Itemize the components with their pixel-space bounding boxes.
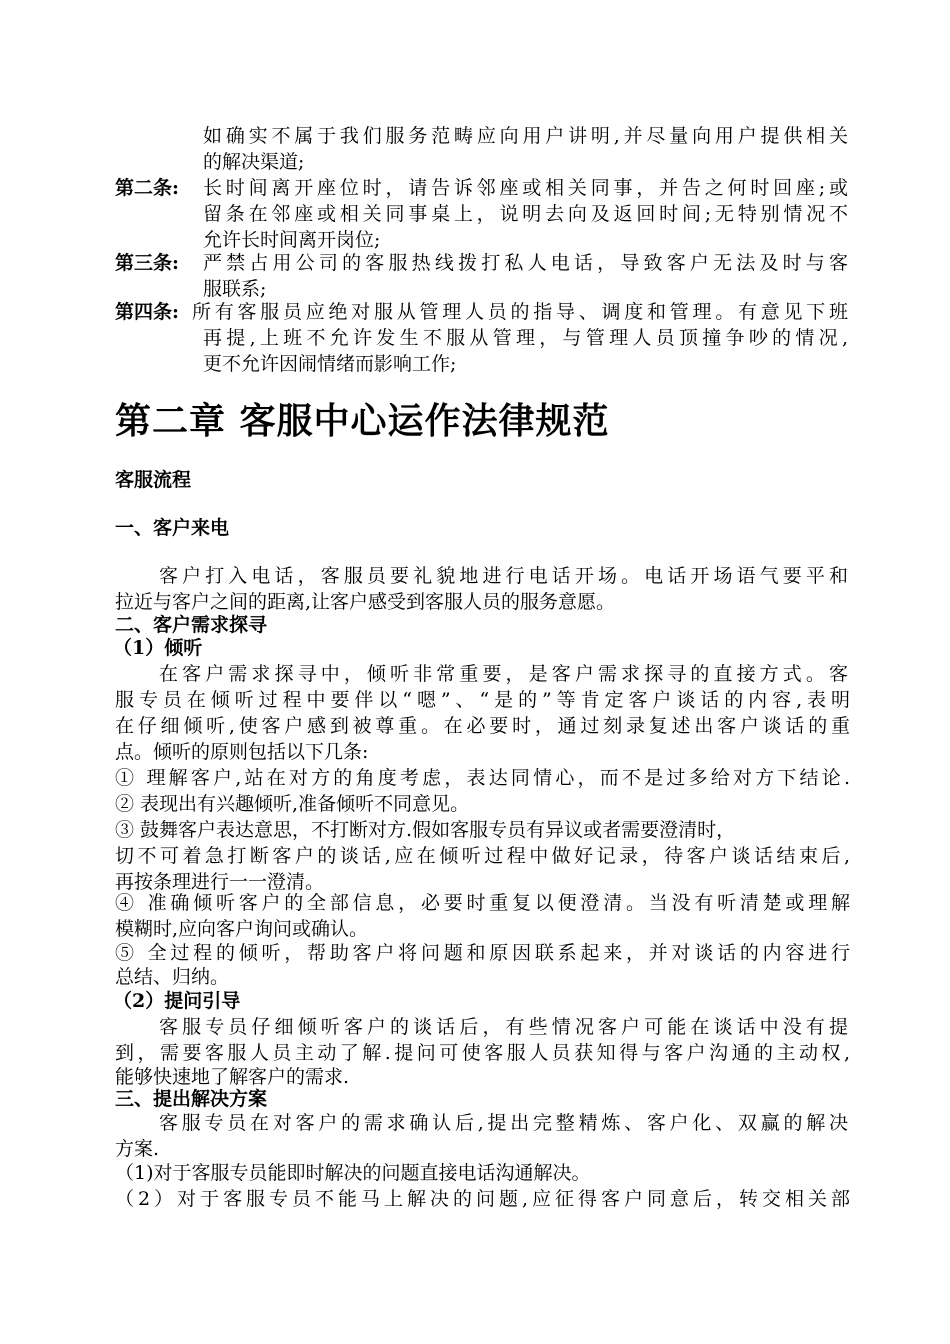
part2-sub1-line-3: 在仔细倾听,使客户感到被尊重。在必要时，通过刻录复述出客户谈话的重 [115, 715, 850, 737]
part2-sub1-line-10: ④ 准确倾听客户的全部信息，必要时重复以便澄清。当没有听清楚或理解 [115, 892, 850, 914]
article1-line-2: 的解决渠道; [203, 151, 305, 173]
part2-sub2-line-1: 客服专员仔细倾听客户的谈话后，有些情况客户可能在谈话中没有提 [159, 1016, 848, 1038]
part2-sub1-line-7: ③ 鼓舞客户表达意思，不打断对方.假如客服专员有异议或者需要澄清时， [115, 819, 736, 841]
part3-line-3: （1)对于客服专员能即时解决的问题直接电话沟通解决。 [115, 1162, 591, 1184]
article4-line-2: 再提,上班不允许发生不服从管理，与管理人员顶撞争吵的情况, [203, 327, 848, 349]
article4-line-3: 更不允许因闹情绪而影响工作; [203, 353, 457, 375]
part3-line-2: 方案. [115, 1138, 160, 1160]
part2-sub2-line-2: 到，需要客服人员主动了解.提问可使客服人员获知得与客户沟通的主动权, [115, 1042, 850, 1064]
article2-line-3: 允许长时间离开岗位; [203, 229, 381, 251]
part1-line-1: 客户打入电话，客服员要礼貌地进行电话开场。电话开场语气要平和 [159, 565, 848, 587]
article2-line-2: 留条在邻座或相关同事桌上，说明去向及返回时间;无特别情况不 [203, 203, 848, 225]
part2-sub1-line-9: 再按条理进行一一澄清。 [115, 871, 325, 893]
part3-heading: 三、提出解决方案 [115, 1088, 268, 1110]
part2-sub1-line-2: 服专员在倾听过程中要伴以“嗯”、“是的”等肯定客户谈话的内容,表明 [115, 689, 850, 711]
part1-line-2: 拉近与客户之间的距离,让客户感受到客服人员的服务意愿。 [115, 591, 616, 613]
part3-line-4: （2）对于客服专员不能马上解决的问题,应征得客户同意后，转交相关部 [115, 1188, 850, 1210]
part2-sub1-line-11: 模糊时,应向客户询问或确认。 [115, 918, 369, 940]
part2-sub1-line-5: ① 理解客户,站在对方的角度考虑，表达同情心，而不是过多给对方下结论. [115, 767, 850, 789]
article3-line-2: 服联系; [203, 278, 267, 300]
part2-sub1-line-12: ⑤ 全过程的倾听，帮助客户将问题和原因联系起来，并对谈话的内容进行 [115, 942, 850, 964]
part2-sub1-line-1: 在客户需求探寻中，倾听非常重要，是客户需求探寻的直接方式。客 [159, 663, 848, 685]
chapter-title: 第二章 客服中心运作法律规范 [115, 400, 610, 442]
part2-sub1-heading: （1）倾听 [113, 637, 203, 659]
part2-sub1-line-8: 切不可着急打断客户的谈话,应在倾听过程中做好记录，待客户谈话结束后, [115, 845, 850, 867]
article3-line-1: 严禁占用公司的客服热线拨打私人电话，导致客户无法及时与客 [203, 252, 848, 274]
article2-label: 第二条: [115, 177, 180, 199]
part2-sub1-line-6: ② 表现出有兴趣倾听,准备倾听不同意见。 [115, 793, 470, 815]
part2-sub2-heading: （2）提问引导 [113, 990, 241, 1012]
part2-sub1-line-4: 点。倾听的原则包括以下几条: [115, 741, 369, 763]
part2-heading: 二、客户需求探寻 [115, 614, 268, 636]
part1-heading: 一、客户来电 [115, 517, 230, 539]
article4-line-1: 所有客服员应绝对服从管理人员的指导、调度和管理。有意见下班 [192, 301, 848, 323]
section-title: 客服流程 [115, 469, 192, 491]
part2-sub1-line-13: 总结、归纳。 [115, 966, 230, 988]
part2-sub2-line-3: 能够快速地了解客户的需求. [115, 1066, 350, 1088]
article3-label: 第三条: [115, 252, 180, 274]
article4-label: 第四条: [115, 301, 180, 323]
part3-line-1: 客服专员在对客户的需求确认后,提出完整精炼、客户化、双赢的解决 [159, 1112, 848, 1134]
article1-line-1: 如确实不属于我们服务范畴应向用户讲明,并尽量向用户提供相关 [203, 125, 848, 147]
article2-line-1: 长时间离开座位时，请告诉邻座或相关同事，并告之何时回座;或 [203, 177, 848, 199]
